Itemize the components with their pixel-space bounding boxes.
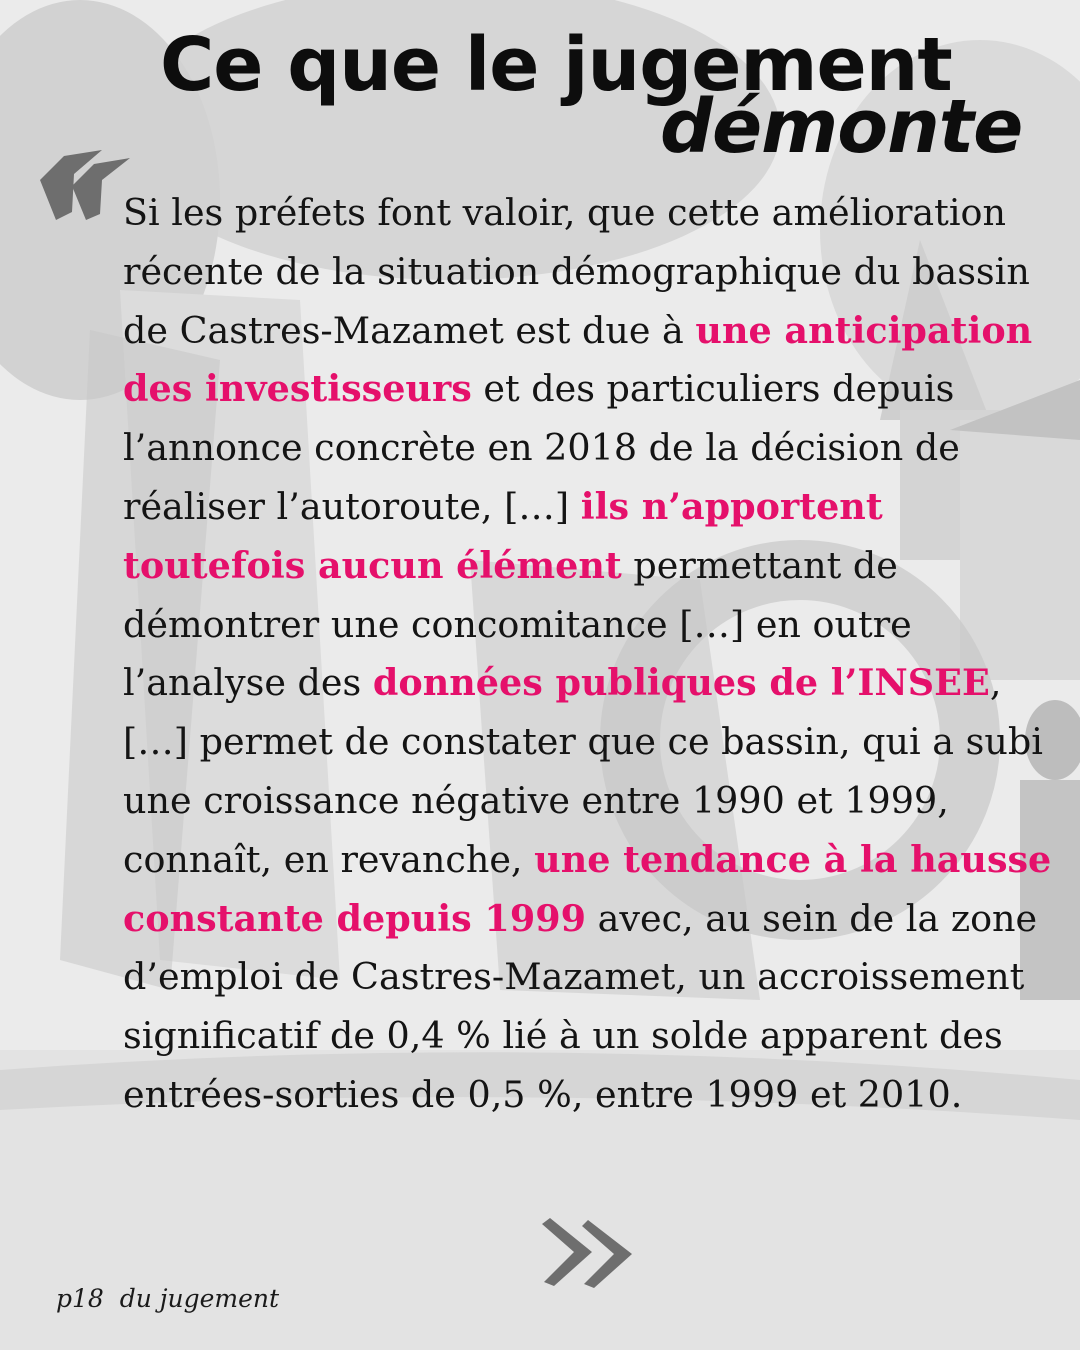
body-segment: , […] permet de constater que ce bassin, qui a subi une croissance négative entre 1990 et 1999, connaît, en revanche, xyxy=(123,661,1043,881)
body-segment: avec, au sein de la zone d’emploi de Castres-Mazamet, un accroissement significatif de 0,4 % lié à un solde apparent des entrées-sorties de 0,5 %, entre 1999 et 2010. xyxy=(123,896,1038,1116)
body-segment: et des particuliers depuis l’annonce concrète en 2018 de la décision de réaliser l’autoroute, […] xyxy=(123,367,960,528)
body-segment: permettant de démontrer une concomitance […] en outre l’analyse des xyxy=(123,543,912,705)
highlight-tendance: une tendance à la hausse constante depuis 1999 xyxy=(123,837,1052,940)
body-segment: Si les préfets font valoir, que cette amélioration récente de la situation démographique du bassin de Castres-Mazamet est due à xyxy=(123,191,1030,352)
highlight-anticipation: une anticipation des investisseurs xyxy=(123,308,1033,411)
page-title-line-2: démonte xyxy=(660,84,1023,170)
open-quote-icon xyxy=(38,150,130,220)
close-quote-icon xyxy=(540,1218,635,1288)
quote-body xyxy=(123,184,1058,1125)
highlight-insee: données publiques de l’INSEE xyxy=(372,661,990,705)
highlight-aucun-element: ils n’apportent toutefois aucun élément xyxy=(123,484,883,587)
page-title-line-1: Ce que le jugement xyxy=(160,22,952,108)
source-caption: p18 du jugement xyxy=(56,1284,280,1313)
